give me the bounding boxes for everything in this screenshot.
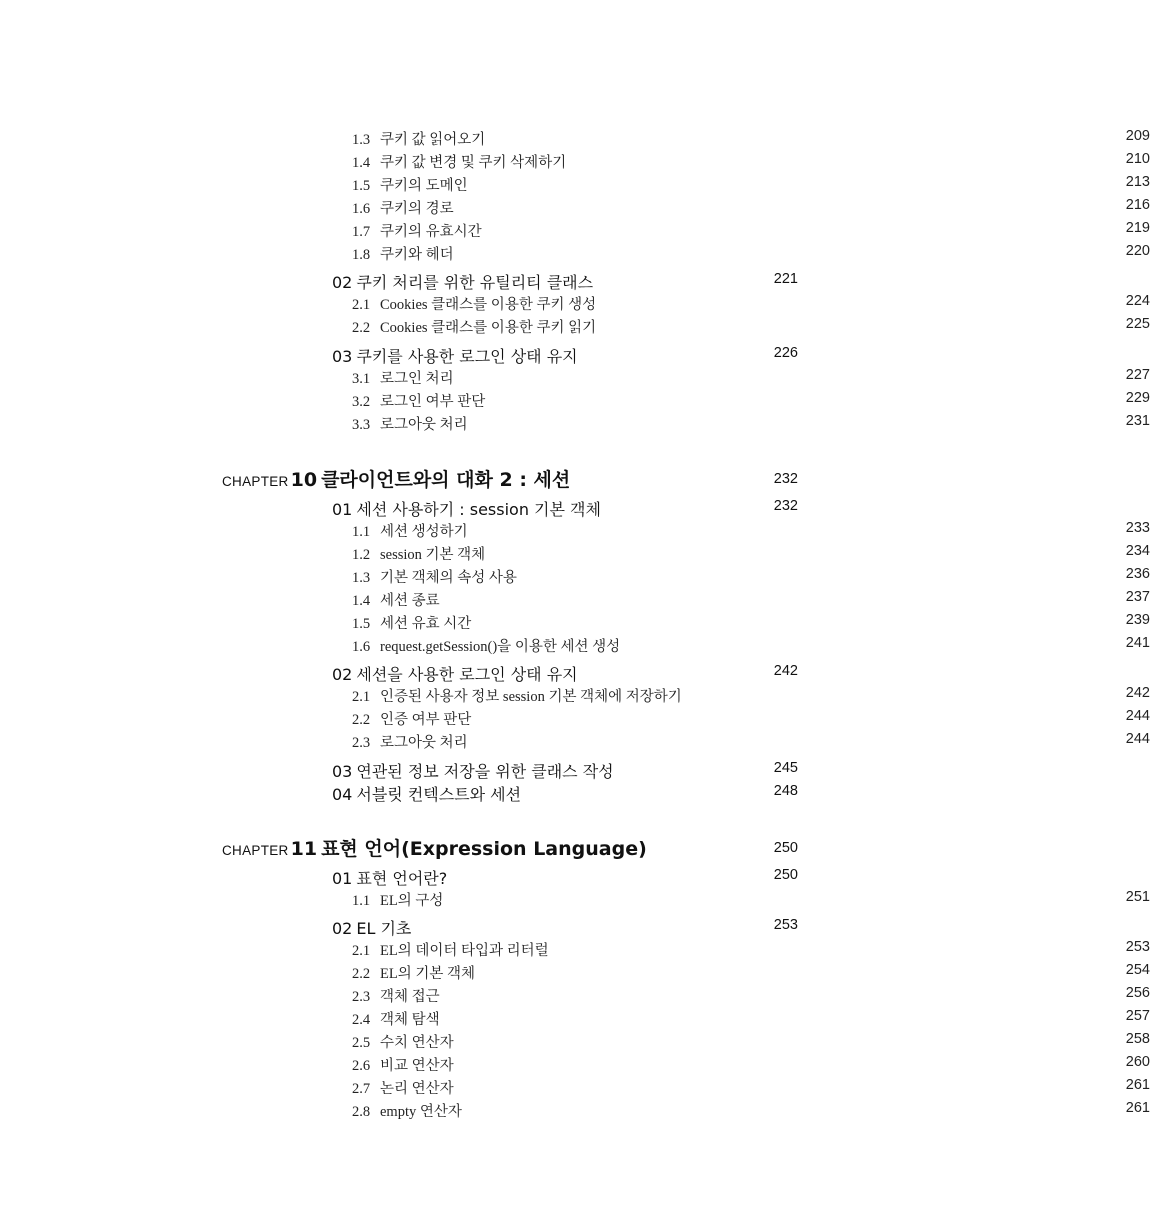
toc-subsection: 1.8 쿠키와 헤더 220 — [352, 243, 1150, 263]
toc-subsection-title: 객체 탐색 — [380, 1012, 440, 1028]
toc-subsection: 2.2 인증 여부 판단 244 — [352, 708, 1150, 728]
toc-subsection: 2.4 객체 탐색 257 — [352, 1008, 1150, 1028]
toc-subsection: 1.7 쿠키의 유효시간 219 — [352, 220, 1150, 240]
toc-subsection-title: 수치 연산자 — [380, 1035, 454, 1051]
toc-subsection-title: EL의 구성 — [380, 893, 444, 909]
toc-subsection: 1.4 세션 종료 237 — [352, 589, 1150, 609]
toc-page-number: 236 — [1125, 566, 1150, 582]
toc-page-number: 220 — [1125, 243, 1150, 259]
toc-subsection: 2.1 EL의 데이터 타입과 리터럴 253 — [352, 939, 1150, 959]
toc-page-number: 233 — [1125, 520, 1150, 536]
toc-subsection: 3.3 로그아웃 처리 231 — [352, 413, 1150, 433]
toc-section: 03 연관된 정보 저장을 위한 클래스 작성 245 — [332, 760, 798, 781]
toc-section-title: EL 기초 — [356, 919, 412, 938]
toc-subsection-title: 쿠키의 경로 — [380, 201, 454, 217]
toc-subsection: 2.3 객체 접근 256 — [352, 985, 1150, 1005]
toc-page-number: 226 — [773, 345, 798, 361]
toc-subsection: 1.3 기본 객체의 속성 사용 236 — [352, 566, 1150, 586]
toc-section-title: 표현 언어란? — [356, 869, 448, 888]
toc-subsection: 2.8 empty 연산자 261 — [352, 1100, 1150, 1120]
toc-subsection: 1.3 쿠키 값 읽어오기 209 — [352, 128, 1150, 148]
toc-section-title: 쿠키를 사용한 로그인 상태 유지 — [356, 347, 578, 366]
toc-page-number: 253 — [773, 917, 798, 933]
toc-subsection-title: 로그아웃 처리 — [380, 417, 468, 433]
toc-page-number: 239 — [1125, 612, 1150, 628]
toc-subsection: 1.6 request.getSession()을 이용한 세션 생성 241 — [352, 635, 1150, 655]
toc-page-number: 221 — [773, 271, 798, 287]
chapter-title: 표현 언어(Expression Language) — [321, 838, 647, 860]
toc-page-number: 254 — [1125, 962, 1150, 978]
toc-section: 01 표현 언어란? 250 — [332, 867, 798, 888]
toc-subsection-title: Cookies 클래스를 이용한 쿠키 생성 — [380, 297, 597, 313]
toc-subsection-title: 로그인 처리 — [380, 371, 454, 387]
toc-page-number: 241 — [1125, 635, 1150, 651]
toc-section-title: 세션 사용하기 : session 기본 객체 — [356, 500, 601, 519]
toc-page-number: 237 — [1125, 589, 1150, 605]
toc-section: 02 세션을 사용한 로그인 상태 유지 242 — [332, 663, 798, 684]
toc-section: 02 쿠키 처리를 위한 유틸리티 클래스 221 — [332, 271, 798, 292]
toc-page-number: 229 — [1125, 390, 1150, 406]
toc-page-number: 261 — [1125, 1100, 1150, 1116]
toc-page-number: 261 — [1125, 1077, 1150, 1093]
toc-section-title: 연관된 정보 저장을 위한 클래스 작성 — [356, 762, 614, 781]
toc-subsection: 2.7 논리 연산자 261 — [352, 1077, 1150, 1097]
toc-section: 04 서블릿 컨텍스트와 세션 248 — [332, 783, 798, 804]
toc-page-number: 258 — [1125, 1031, 1150, 1047]
toc-subsection: 3.2 로그인 여부 판단 229 — [352, 390, 1150, 410]
chapter-label: CHAPTER — [222, 843, 289, 858]
toc-page-number: 231 — [1125, 413, 1150, 429]
toc-page-number: 248 — [773, 783, 798, 799]
toc-section: 01 세션 사용하기 : session 기본 객체 232 — [332, 498, 798, 519]
toc-subsection: 3.1 로그인 처리 227 — [352, 367, 1150, 387]
toc-page-number: 242 — [1125, 685, 1150, 701]
toc-subsection: 1.5 쿠키의 도메인 213 — [352, 174, 1150, 194]
toc-subsection-title: 세션 종료 — [380, 593, 440, 609]
toc-subsection-title: request.getSession()을 이용한 세션 생성 — [380, 639, 621, 655]
toc-subsection-title: 쿠키의 도메인 — [380, 178, 468, 194]
toc-page-number: 245 — [773, 760, 798, 776]
toc-subsection-title: Cookies 클래스를 이용한 쿠키 읽기 — [380, 320, 597, 336]
toc-subsection-title: 쿠키 값 변경 및 쿠키 삭제하기 — [380, 155, 567, 171]
toc-subsection-title: 로그아웃 처리 — [380, 735, 468, 751]
toc-page-number: 216 — [1125, 197, 1150, 213]
toc-subsection-title: 기본 객체의 속성 사용 — [380, 570, 517, 586]
toc-subsection: 2.2 EL의 기본 객체 254 — [352, 962, 1150, 982]
toc-section: 02 EL 기초 253 — [332, 917, 798, 938]
toc-subsection: 2.2 Cookies 클래스를 이용한 쿠키 읽기 225 — [352, 316, 1150, 336]
toc-subsection-title: 논리 연산자 — [380, 1081, 454, 1097]
toc-subsection: 2.5 수치 연산자 258 — [352, 1031, 1150, 1051]
toc-subsection-title: session 기본 객체 — [380, 547, 486, 563]
toc-page-number: 257 — [1125, 1008, 1150, 1024]
toc-page-number: 213 — [1125, 174, 1150, 190]
chapter-number: 11 — [290, 838, 318, 860]
toc-chapter-10 — [222, 465, 798, 492]
toc-page-number: 242 — [773, 663, 798, 679]
toc-subsection-title: 인증된 사용자 정보 session 기본 객체에 저장하기 — [380, 689, 682, 705]
toc-page-number: 219 — [1125, 220, 1150, 236]
toc-subsection: 2.1 Cookies 클래스를 이용한 쿠키 생성 224 — [352, 293, 1150, 313]
toc-subsection: 1.1 세션 생성하기 233 — [352, 520, 1150, 540]
toc-page-number: 210 — [1125, 151, 1150, 167]
toc-subsection-title: EL의 기본 객체 — [380, 966, 475, 982]
toc-subsection: 2.3 로그아웃 처리 244 — [352, 731, 1150, 751]
toc-page-number: 253 — [1125, 939, 1150, 955]
toc-page-number: 234 — [1125, 543, 1150, 559]
toc-subsection-title: 세션 생성하기 — [380, 524, 468, 540]
toc-subsection: 2.1 인증된 사용자 정보 session 기본 객체에 저장하기 242 — [352, 685, 1150, 705]
toc-page-number: 250 — [773, 840, 798, 856]
toc-subsection: 1.1 EL의 구성 251 — [352, 889, 1150, 909]
toc-page-number: 250 — [773, 867, 798, 883]
toc-subsection-title: 인증 여부 판단 — [380, 712, 472, 728]
toc-subsection-title: 비교 연산자 — [380, 1058, 454, 1074]
toc-subsection-title: 객체 접근 — [380, 989, 440, 1005]
toc-subsection-title: 로그인 여부 판단 — [380, 394, 486, 410]
toc-page-number: 232 — [773, 471, 798, 487]
toc-subsection-title: EL의 데이터 타입과 리터럴 — [380, 943, 549, 959]
toc-page-number: 244 — [1125, 708, 1150, 724]
toc-section-title: 서블릿 컨텍스트와 세션 — [356, 785, 522, 804]
toc-page-number: 227 — [1125, 367, 1150, 383]
toc-section-title: 세션을 사용한 로그인 상태 유지 — [356, 665, 578, 684]
toc-page-number: 232 — [773, 498, 798, 514]
toc-page-number: 209 — [1125, 128, 1150, 144]
toc-subsection: 1.4 쿠키 값 변경 및 쿠키 삭제하기 210 — [352, 151, 1150, 171]
toc-subsection-title: 쿠키의 유효시간 — [380, 224, 482, 240]
toc-subsection-title: 쿠키 값 읽어오기 — [380, 132, 486, 148]
toc-section-title: 쿠키 처리를 위한 유틸리티 클래스 — [356, 273, 594, 292]
toc-page-number: 225 — [1125, 316, 1150, 332]
chapter-number: 10 — [290, 469, 318, 491]
toc-page-number: 244 — [1125, 731, 1150, 747]
toc-subsection: 2.6 비교 연산자 260 — [352, 1054, 1150, 1074]
toc-subsection: 1.2 session 기본 객체 234 — [352, 543, 1150, 563]
toc-page-number: 260 — [1125, 1054, 1150, 1070]
toc-subsection: 1.6 쿠키의 경로 216 — [352, 197, 1150, 217]
toc-subsection: 1.5 세션 유효 시간 239 — [352, 612, 1150, 632]
toc-subsection-title: empty 연산자 — [380, 1104, 462, 1120]
toc-page-number: 251 — [1125, 889, 1150, 905]
toc-page-number: 256 — [1125, 985, 1150, 1001]
toc-subsection-title: 쿠키와 헤더 — [380, 247, 454, 263]
toc-chapter-11 — [222, 834, 798, 861]
toc-section: 03 쿠키를 사용한 로그인 상태 유지 226 — [332, 345, 798, 366]
toc-page-number: 224 — [1125, 293, 1150, 309]
toc-subsection-title: 세션 유효 시간 — [380, 616, 472, 632]
chapter-label: CHAPTER — [222, 474, 289, 489]
chapter-title: 클라이언트와의 대화 2 : 세션 — [321, 469, 571, 491]
